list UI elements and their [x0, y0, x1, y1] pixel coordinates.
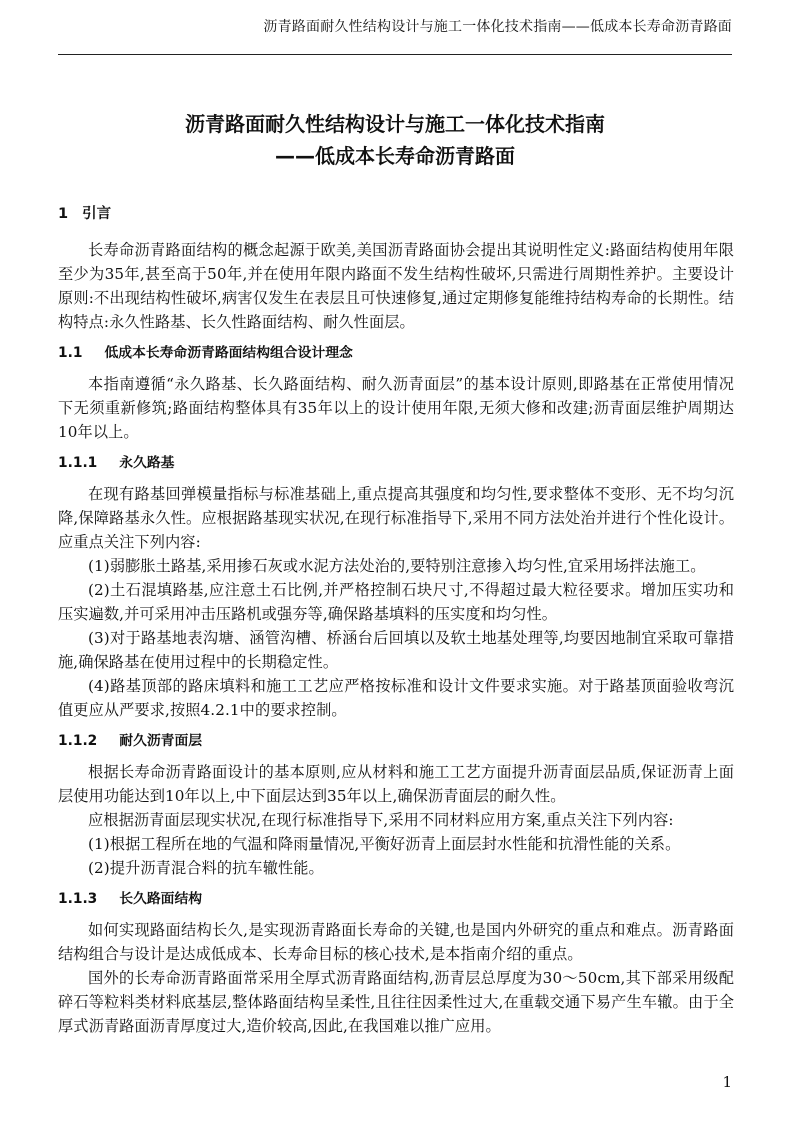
section-number: 1.1.3: [58, 891, 98, 907]
document-title: [0, 108, 790, 172]
section-heading-1-1-1: [58, 450, 734, 476]
title-line-1: 沥青路面耐久性结构设计与施工一体化技术指南: [185, 112, 605, 136]
section-heading-1-1: [58, 340, 734, 366]
section-number: 1: [58, 206, 69, 222]
main-content: [58, 200, 734, 1038]
paragraph: 本指南遵循“永久路基、长久路面结构、耐久沥青面层”的基本设计原则,即路基在正常使用情况下无须重新修筑;路面结构整体具有35年以上的设计使用年限,无须大修和改建;沥青面层维护周期达10年以上。: [58, 375, 734, 441]
section-number: 1.1: [58, 345, 83, 361]
list-item: (2)土石混填路基,应注意土石比例,并严格控制石块尺寸,不得超过最大粒径要求。增加压实功和压实遍数,并可采用冲击压路机或强夯等,确保路基填料的压实度和均匀性。: [58, 581, 734, 623]
list-item: (1)弱膨胀土路基,采用掺石灰或水泥方法处治的,要特别注意掺入均匀性,宜采用场拌法施工。: [88, 557, 706, 575]
section-title: 长久路面结构: [119, 891, 203, 907]
section-number: 1.1.2: [58, 733, 98, 749]
section-title: 永久路基: [119, 455, 175, 471]
paragraph-intro: 长寿命沥青路面结构的概念起源于欧美,美国沥青路面协会提出其说明性定义:路面结构使用年限至少为35年,甚至高于50年,并在使用年限内路面不发生结构性破坏,只需进行周期性养护。主要设计原则:不出现结构性破坏,病害仅发生在表层且可快速修复,通过定期修复能维持结构寿命的长期性。结构特点:永久性路基、长久性路面结构、耐久性面层。: [58, 241, 734, 331]
title-line-2: ——低成本长寿命沥青路面: [275, 144, 515, 168]
paragraph: 应根据沥青面层现实状况,在现行标准指导下,采用不同材料应用方案,重点关注下列内容:: [88, 811, 674, 829]
running-header: 沥青路面耐久性结构设计与施工一体化技术指南——低成本长寿命沥青路面: [263, 19, 732, 35]
list-item: (1)根据工程所在地的气温和降雨量情况,平衡好沥青上面层封水性能和抗滑性能的关系。: [88, 835, 681, 853]
list-item: (4)路基顶部的路床填料和施工工艺应严格按标准和设计文件要求实施。对于路基顶面验收弯沉值更应从严要求,按照4.2.1中的要求控制。: [58, 677, 734, 719]
paragraph: 根据长寿命沥青路面设计的基本原则,应从材料和施工工艺方面提升沥青面层品质,保证沥青上面层使用功能达到10年以上,中下面层达到35年以上,确保沥青面层的耐久性。: [58, 763, 734, 805]
paragraph: 在现有路基回弹模量指标与标准基础上,重点提高其强度和均匀性,要求整体不变形、无不均匀沉降,保障路基永久性。应根据路基现实状况,在现行标准指导下,采用不同方法处治并进行个性化设计。应重点关注下列内容:: [58, 485, 734, 551]
header-divider: [58, 54, 732, 55]
section-title: 低成本长寿命沥青路面结构组合设计理念: [104, 345, 353, 361]
paragraph: 国外的长寿命沥青路面常采用全厚式沥青路面结构,沥青层总厚度为30～50cm,其下部采用级配碎石等粒料类材料底基层,整体路面结构呈柔性,且往往因柔性过大,在重载交通下易产生车辙。由于全厚式沥青路面沥青厚度过大,造价较高,因此,在我国难以推广应用。: [58, 969, 734, 1035]
section-title: 耐久沥青面层: [119, 733, 203, 749]
section-heading-1-1-2: [58, 728, 734, 754]
section-heading-1-1-3: [58, 886, 734, 912]
paragraph: 如何实现路面结构长久,是实现沥青路面长寿命的关键,也是国内外研究的重点和难点。沥青路面结构组合与设计是达成低成本、长寿命目标的核心技术,是本指南介绍的重点。: [58, 921, 734, 963]
list-item: (3)对于路基地表沟塘、涵管沟槽、桥涵台后回填以及软土地基处理等,均要因地制宜采取可靠措施,确保路基在使用过程中的长期稳定性。: [58, 629, 734, 671]
list-item: (2)提升沥青混合料的抗车辙性能。: [88, 859, 324, 877]
section-title: 引言: [82, 206, 112, 222]
section-heading-1: [58, 200, 734, 228]
section-number: 1.1.1: [58, 455, 98, 471]
page-number: 1: [722, 1073, 732, 1091]
